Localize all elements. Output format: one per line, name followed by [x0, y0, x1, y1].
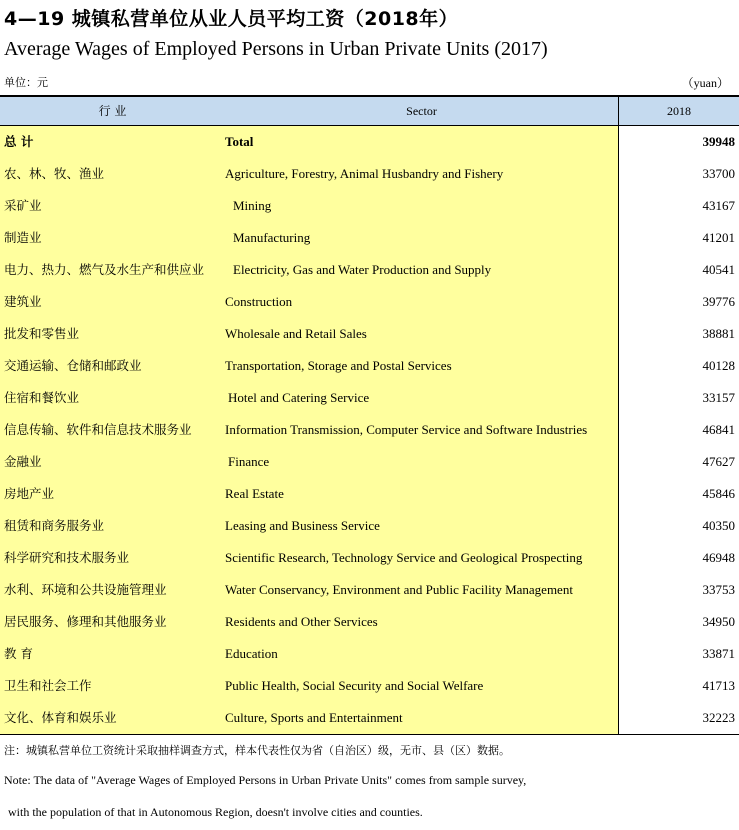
sector-name-en: Electricity, Gas and Water Production and Supply — [225, 254, 618, 286]
table-row — [0, 222, 739, 254]
note-en-line2: with the population of that in Autonomous Region, doesn't involve cities and counties. — [8, 805, 423, 819]
industry-name-cn: 金融业 — [0, 446, 225, 478]
table-row — [0, 510, 739, 542]
sector-name-en: Information Transmission, Computer Service and Software Industries — [225, 414, 618, 446]
sector-name-en: Agriculture, Forestry, Animal Husbandry and Fishery — [225, 158, 618, 190]
sector-name-en: Transportation, Storage and Postal Services — [225, 350, 618, 382]
average-wage-value: 41713 — [618, 670, 739, 702]
average-wage-value: 33700 — [618, 158, 739, 190]
industry-name-cn: 建筑业 — [0, 286, 225, 318]
column-header-industry-cn: 行 业 — [98, 104, 127, 118]
industry-name-cn: 交通运输、仓储和邮政业 — [0, 350, 225, 382]
sector-name-en: Culture, Sports and Entertainment — [225, 702, 618, 734]
table-row — [0, 190, 739, 222]
table-row — [0, 414, 739, 446]
industry-name-cn: 采矿业 — [0, 190, 225, 222]
unit-label-en: （yuan） — [681, 76, 729, 90]
sector-name-en: Hotel and Catering Service — [225, 382, 618, 414]
table-row — [0, 574, 739, 606]
average-wage-value: 40128 — [618, 350, 739, 382]
table-row — [0, 702, 739, 734]
table-row — [0, 286, 739, 318]
industry-name-cn: 卫生和社会工作 — [0, 670, 225, 702]
average-wage-value: 34950 — [618, 606, 739, 638]
sector-name-en: Finance — [225, 446, 618, 478]
average-wage-value: 39948 — [618, 126, 739, 158]
table-row — [0, 542, 739, 574]
sector-name-en: Total — [225, 126, 618, 158]
average-wage-value: 39776 — [618, 286, 739, 318]
sector-name-en: Manufacturing — [225, 222, 618, 254]
sector-name-en: Water Conservancy, Environment and Public Facility Management — [225, 574, 618, 606]
industry-name-cn: 居民服务、修理和其他服务业 — [0, 606, 225, 638]
table-row — [0, 638, 739, 670]
industry-name-cn: 总 计 — [0, 126, 225, 158]
industry-name-cn: 科学研究和技术服务业 — [0, 542, 225, 574]
sector-name-en: Wholesale and Retail Sales — [225, 318, 618, 350]
average-wage-value: 41201 — [618, 222, 739, 254]
average-wage-value: 45846 — [618, 478, 739, 510]
sector-name-en: Construction — [225, 286, 618, 318]
average-wage-value: 47627 — [618, 446, 739, 478]
average-wage-value: 46841 — [618, 414, 739, 446]
page-title-en: Average Wages of Employed Persons in Urban Private Units (2017) — [4, 38, 548, 60]
table-header — [0, 97, 739, 126]
average-wage-value: 33753 — [618, 574, 739, 606]
note-cn: 注：城镇私营单位工资统计采取抽样调查方式，样本代表性仅为省（自治区）级，无市、县（区）数据。 — [4, 744, 510, 757]
average-wage-value: 38881 — [618, 318, 739, 350]
average-wage-value: 32223 — [618, 702, 739, 734]
sector-name-en: Scientific Research, Technology Service and Geological Prospecting — [225, 542, 618, 574]
industry-name-cn: 信息传输、软件和信息技术服务业 — [0, 414, 225, 446]
industry-name-cn: 制造业 — [0, 222, 225, 254]
sector-name-en: Real Estate — [225, 478, 618, 510]
table-row — [0, 478, 739, 510]
average-wage-value: 46948 — [618, 542, 739, 574]
average-wage-value: 40350 — [618, 510, 739, 542]
average-wage-value: 43167 — [618, 190, 739, 222]
page-title-cn: 4—19 城镇私营单位从业人员平均工资（2018年） — [4, 8, 459, 30]
table-row — [0, 382, 739, 414]
industry-name-cn: 文化、体育和娱乐业 — [0, 702, 225, 734]
table-body — [0, 126, 739, 734]
wage-table — [0, 95, 739, 735]
sector-name-en: Education — [225, 638, 618, 670]
table-row — [0, 606, 739, 638]
table-row — [0, 158, 739, 190]
industry-name-cn: 电力、热力、燃气及水生产和供应业 — [0, 254, 225, 286]
average-wage-value: 40541 — [618, 254, 739, 286]
industry-name-cn: 房地产业 — [0, 478, 225, 510]
sector-name-en: Public Health, Social Security and Social Welfare — [225, 670, 618, 702]
table-row-total — [0, 126, 739, 158]
industry-name-cn: 水利、环境和公共设施管理业 — [0, 574, 225, 606]
industry-name-cn: 教 育 — [0, 638, 225, 670]
average-wage-value: 33157 — [618, 382, 739, 414]
table-row — [0, 350, 739, 382]
sector-name-en: Residents and Other Services — [225, 606, 618, 638]
industry-name-cn: 住宿和餐饮业 — [0, 382, 225, 414]
table-row — [0, 318, 739, 350]
note-en-line1: Note: The data of "Average Wages of Employed Persons in Urban Private Units" comes from sample survey, — [4, 773, 527, 787]
industry-name-cn: 批发和零售业 — [0, 318, 225, 350]
unit-label-cn: 单位：元 — [4, 76, 48, 89]
sector-name-en: Leasing and Business Service — [225, 510, 618, 542]
average-wage-value: 33871 — [618, 638, 739, 670]
industry-name-cn: 农、林、牧、渔业 — [0, 158, 225, 190]
table-row — [0, 446, 739, 478]
table-row — [0, 254, 739, 286]
sector-name-en: Mining — [225, 190, 618, 222]
column-header-year: 2018 — [618, 97, 739, 125]
industry-name-cn: 租赁和商务服务业 — [0, 510, 225, 542]
table-row — [0, 670, 739, 702]
column-header-sector: Sector — [406, 104, 437, 118]
